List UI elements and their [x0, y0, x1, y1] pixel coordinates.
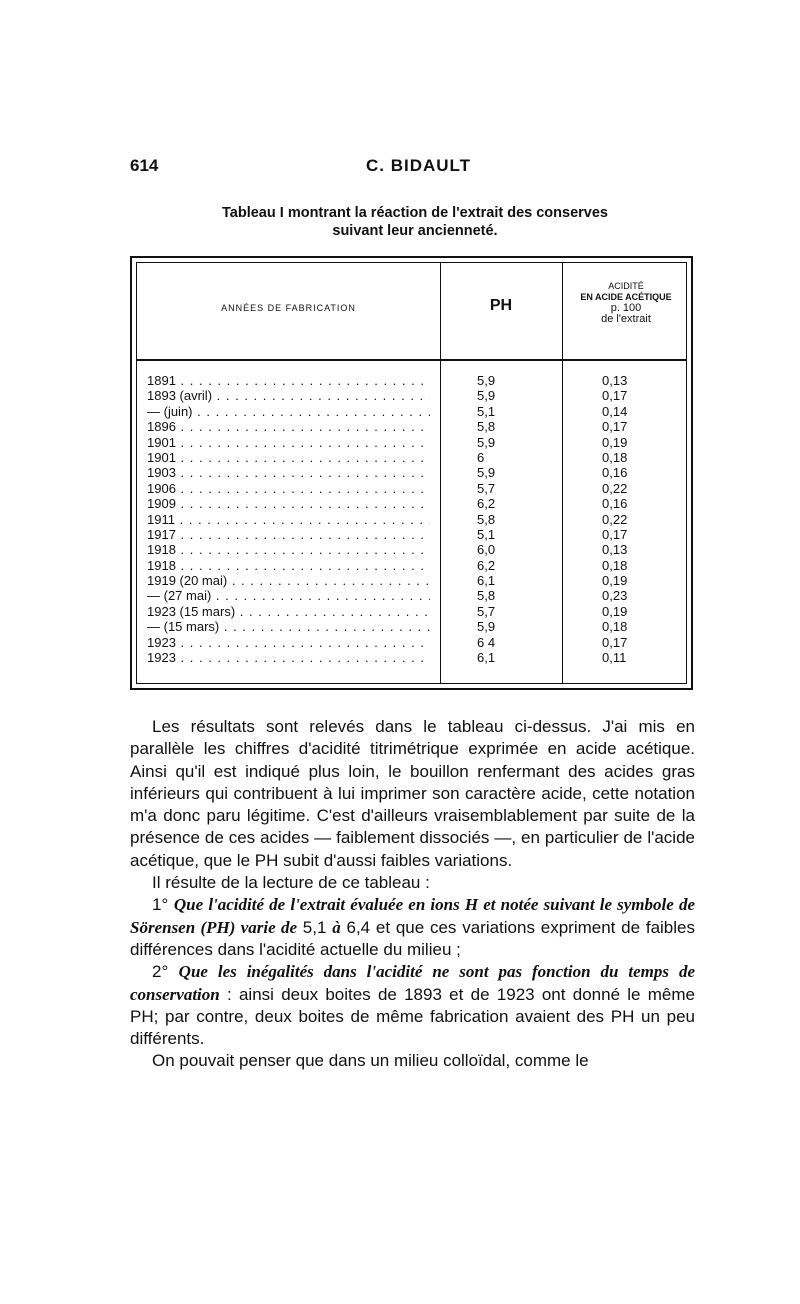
cell-ph: 5,8 — [477, 419, 496, 435]
cell-acidity: 0,18 — [602, 619, 628, 635]
table-body — [137, 373, 686, 665]
cell-year: 1893 (avril) . . . — [147, 388, 430, 403]
cell-year: — (27 mai) . . . — [147, 588, 430, 603]
header-acidite-line: de l'extrait — [601, 313, 651, 325]
paragraph — [130, 961, 695, 1050]
cell-acidity: 0,17 — [602, 388, 628, 404]
table-row — [137, 496, 686, 511]
cell-ph: 5,7 — [477, 603, 496, 619]
cell-acidity: 0,22 — [602, 511, 628, 527]
cell-ph: 6 4 — [477, 634, 496, 650]
emphasis: à — [332, 917, 341, 937]
cell-acidity: 0,19 — [602, 573, 628, 589]
header-acidite — [562, 281, 690, 325]
paragraph: On pouvait penser que dans un milieu colloïdal, comme le — [152, 1051, 589, 1071]
cell-ph: 5,9 — [477, 434, 496, 450]
emphasis: Que les inégalités dans l'acidité ne sont pas fonction du temps de conservation — [130, 962, 695, 1004]
cell-ph: 6,2 — [477, 496, 496, 512]
cell-acidity: 0,17 — [602, 526, 628, 542]
table-row — [137, 619, 686, 634]
paragraph — [130, 894, 695, 961]
table-row — [137, 373, 686, 388]
emphasis: Que l'acidité de l'extrait évaluée en ions H et notée suivant le symbole de Sörensen (PH) varie de — [130, 895, 695, 937]
header-ph: PH — [489, 297, 513, 314]
cell-ph: 5,1 — [477, 403, 496, 419]
table-row — [137, 450, 686, 465]
text-run: 5,1 — [302, 917, 327, 937]
cell-acidity: 0,19 — [602, 434, 628, 450]
table-row — [137, 604, 686, 619]
cell-year: 1909 . . . — [147, 496, 430, 511]
cell-ph: 6,1 — [477, 650, 496, 666]
cell-year: 1901 . . . — [147, 435, 430, 450]
cell-year: — (juin) . . . — [147, 404, 430, 419]
cell-ph: 5,9 — [477, 388, 496, 404]
paragraph: Les résultats sont relevés dans le tableau ci-dessus. J'ai mis en parallèle les chiffres d'acidité titrimétrique exprimée en acide acétique. Ainsi qu'il est indiqué plus loin, le bouillon renfermant des acides gras inférieurs qui contribuent à lui imprimer son caractère acide, cette notation m'a donc paru légitime. C'est d'ailleurs vraisemblablement par suite de la présence de ces acides — faiblement dissociés —, en particulier de l'acide acétique, que le PH subit d'aussi faibles variations. — [130, 717, 695, 870]
table-row — [137, 650, 686, 665]
table-row — [137, 527, 686, 542]
header-annees: ANNÉES DE FABRICATION — [221, 303, 356, 313]
cell-acidity: 0,11 — [602, 650, 627, 666]
table-row — [137, 573, 686, 588]
cell-acidity: 0,16 — [602, 465, 628, 481]
cell-acidity: 0,22 — [602, 480, 628, 496]
cell-year: 1911 . . . — [147, 512, 430, 527]
table-row — [137, 419, 686, 434]
caption-line-1: Tableau I montrant la réaction de l'extrait des conserves — [222, 205, 608, 221]
header-rule — [137, 359, 686, 361]
cell-ph: 5,9 — [477, 373, 496, 388]
running-head: C. BIDAULT — [366, 156, 472, 175]
cell-acidity: 0,18 — [602, 449, 628, 465]
cell-ph: 5,8 — [477, 511, 496, 527]
cell-year: 1917 . . . — [147, 527, 430, 542]
header-acidite-line: ACIDITÉ — [608, 281, 644, 291]
cell-ph: 5,8 — [477, 588, 496, 604]
text-run: 6,4 et que ces variations expriment de faibles différences dans l'acidité actuelle du milieu ; — [130, 917, 695, 959]
table-row — [137, 404, 686, 419]
page-number: 614 — [130, 156, 159, 175]
cell-year: 1918 . . . — [147, 558, 430, 573]
cell-year: 1923 (15 mars) . . . — [147, 604, 430, 619]
cell-acidity: 0,19 — [602, 603, 628, 619]
page-header — [130, 156, 695, 180]
cell-ph: 5,9 — [477, 465, 496, 481]
cell-acidity: 0,23 — [602, 588, 628, 604]
table-row — [137, 588, 686, 603]
cell-year: 1891 . . . — [147, 373, 430, 388]
cell-acidity: 0,17 — [602, 419, 628, 435]
cell-ph: 5,9 — [477, 619, 496, 635]
cell-acidity: 0,18 — [602, 557, 628, 573]
table-row — [137, 512, 686, 527]
table-row — [137, 635, 686, 650]
list-number: 2° — [152, 962, 169, 982]
cell-ph: 6,1 — [477, 573, 496, 589]
table-row — [137, 558, 686, 573]
cell-year: 1906 . . . — [147, 481, 430, 496]
cell-acidity: 0,17 — [602, 634, 628, 650]
cell-year: — (15 mars) . . . — [147, 619, 430, 634]
header-acidite-line: p. 100 — [610, 302, 642, 314]
body-text — [130, 716, 695, 1073]
table-row — [137, 435, 686, 450]
table-caption — [150, 204, 680, 240]
table-row — [137, 388, 686, 403]
cell-year: 1901 . . . — [147, 450, 430, 465]
cell-ph: 6 — [477, 449, 485, 465]
cell-acidity: 0,16 — [602, 496, 628, 512]
cell-year: 1919 (20 mai) . . . — [147, 573, 430, 588]
text-run: : ainsi deux boites de 1893 et de 1923 ont donné le même PH; par contre, deux boites de même fabrication avaient des PH un peu différents. — [130, 984, 695, 1049]
cell-year: 1918 . . . — [147, 542, 430, 557]
cell-ph: 6,0 — [477, 542, 496, 558]
caption-line-2: suivant leur ancienneté. — [332, 223, 498, 239]
cell-year: 1903 . . . — [147, 465, 430, 480]
table-row — [137, 481, 686, 496]
cell-year: 1896 . . . — [147, 419, 430, 434]
cell-year: 1923 . . . — [147, 635, 430, 650]
cell-ph: 6,2 — [477, 557, 496, 573]
table-frame — [136, 262, 687, 684]
cell-ph: 5,7 — [477, 480, 496, 496]
cell-acidity: 0,14 — [602, 403, 628, 419]
paragraph: Il résulte de la lecture de ce tableau : — [152, 873, 430, 893]
table-row — [137, 465, 686, 480]
header-acidite-line: EN ACIDE ACÉTIQUE — [580, 292, 672, 302]
cell-year: 1923 . . . — [147, 650, 430, 665]
cell-acidity: 0,13 — [602, 373, 628, 388]
list-number: 1° — [152, 895, 169, 915]
table-row — [137, 542, 686, 557]
data-table — [130, 256, 693, 690]
cell-ph: 5,1 — [477, 526, 496, 542]
cell-acidity: 0,13 — [602, 542, 628, 558]
